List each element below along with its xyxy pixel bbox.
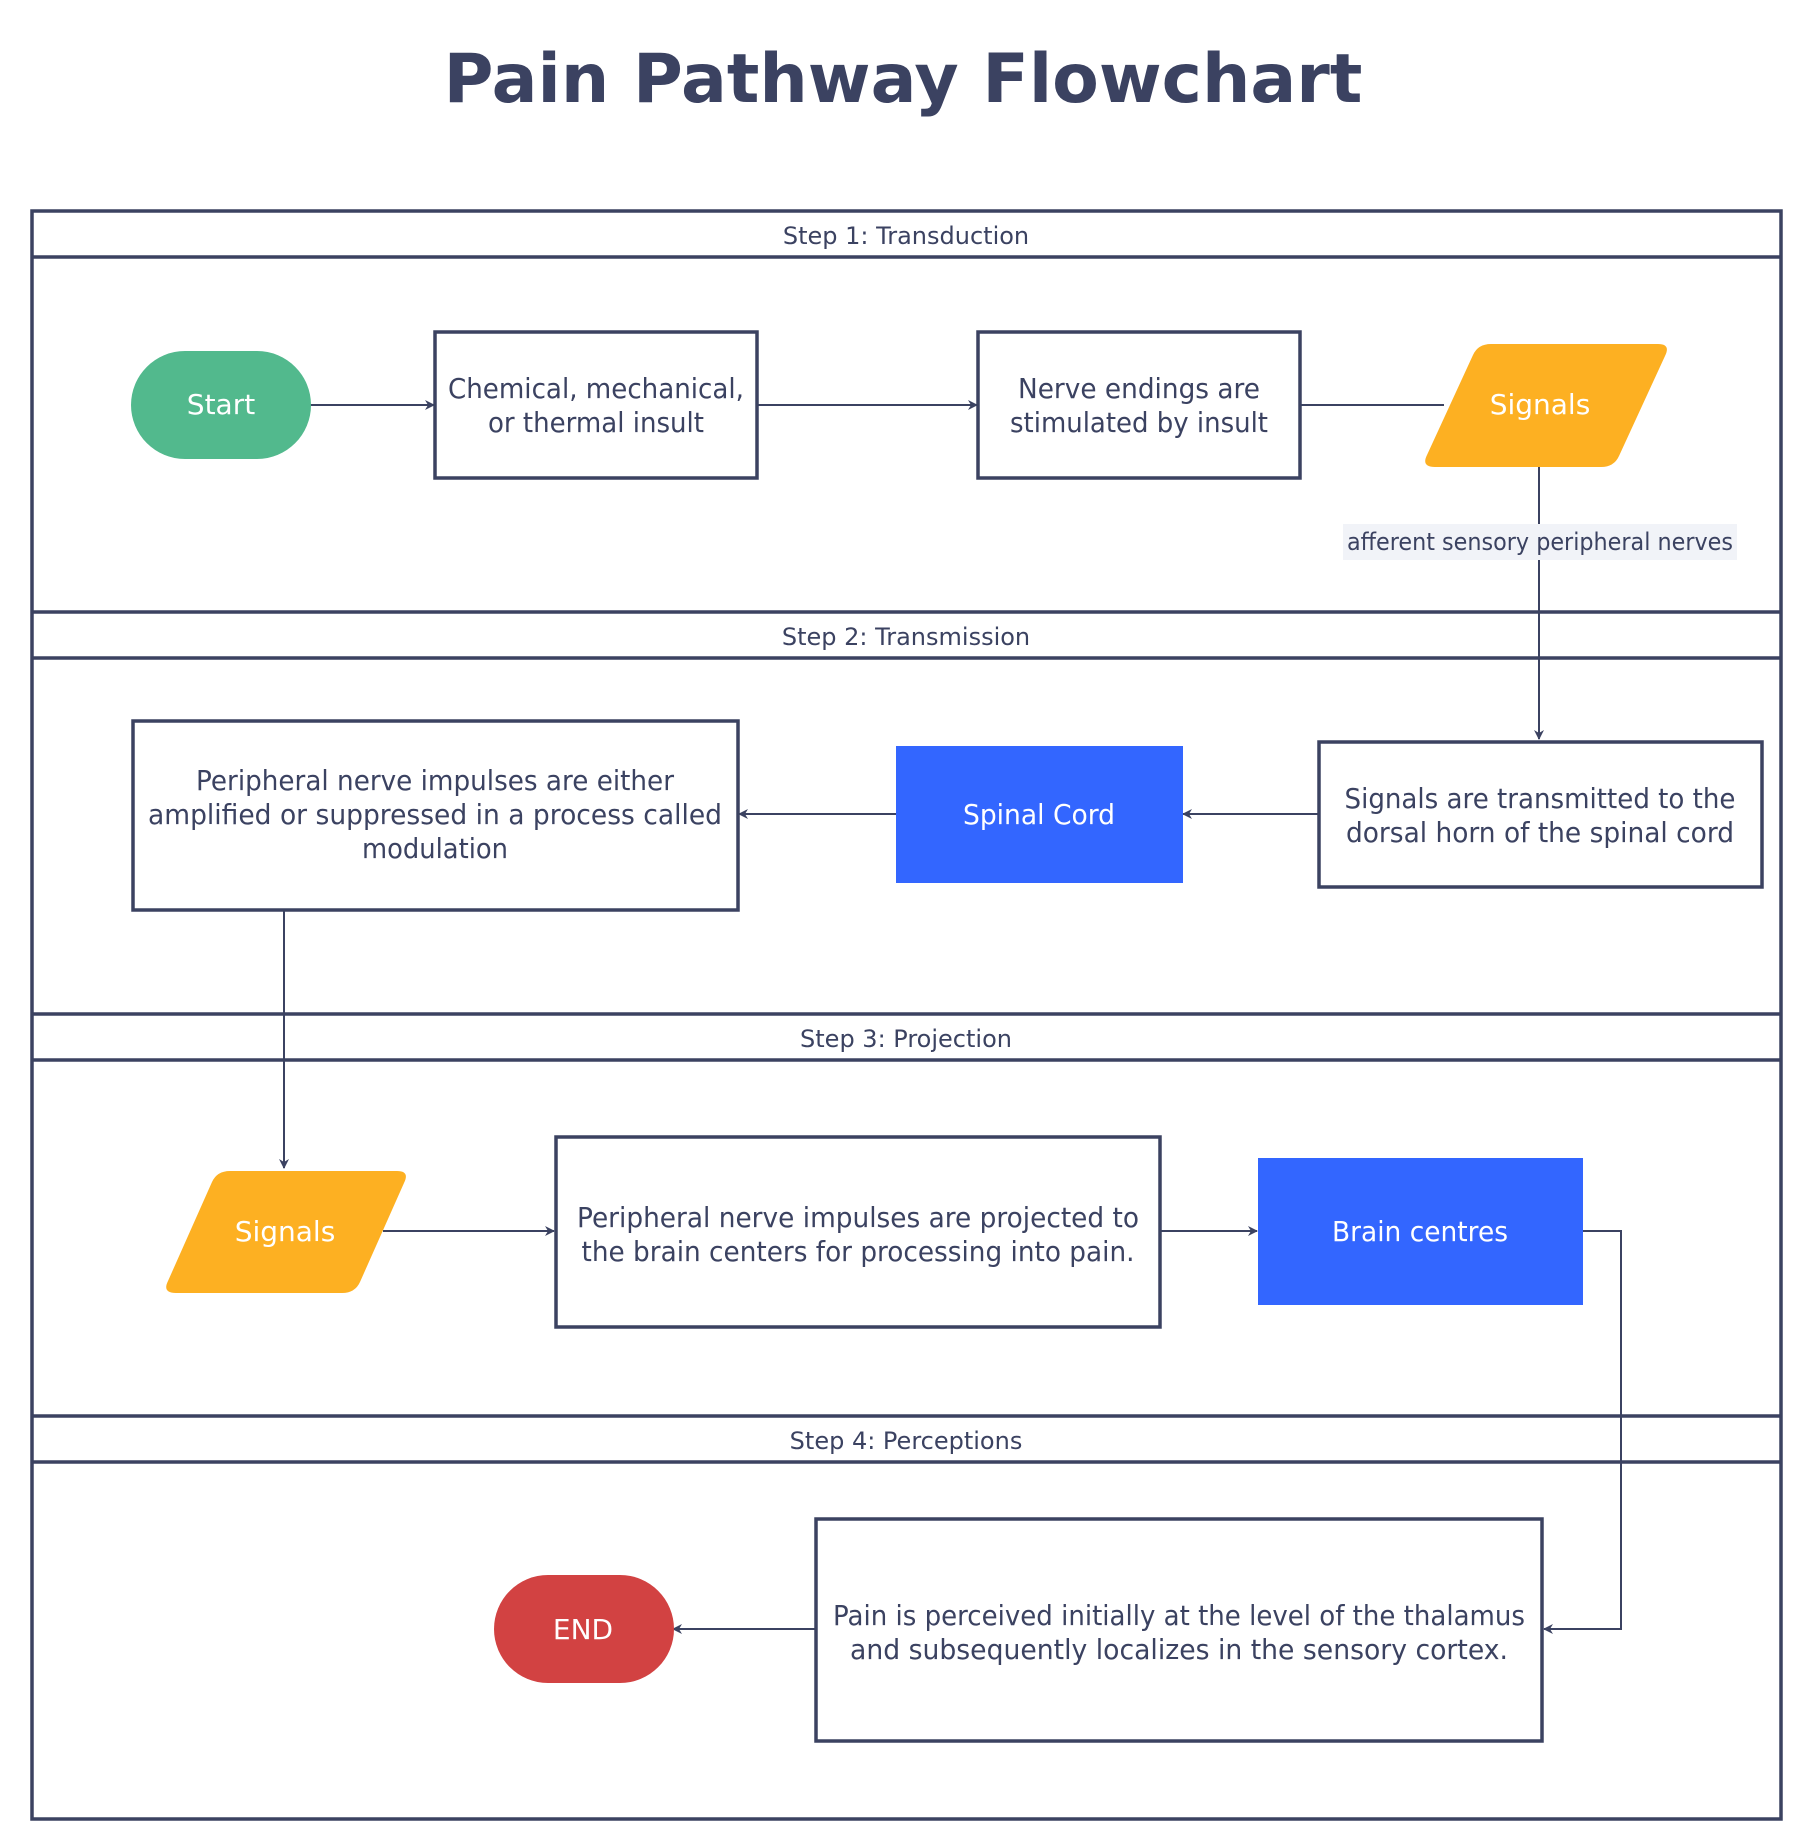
dorsal-horn-line-2: dorsal horn of the spinal cord — [1346, 816, 1734, 849]
signals-label-1: Signals — [1489, 388, 1591, 421]
lane-2-label: Step 2: Transmission — [781, 623, 1031, 651]
insult-line-1: Chemical, mechanical, — [448, 372, 744, 405]
dorsal-horn-line-1: Signals are transmitted to the — [1344, 782, 1736, 815]
perception-line-1: Pain is perceived initially at the level of the thalamus — [833, 1599, 1525, 1632]
nerve-endings-line-2: stimulated by insult — [1010, 406, 1269, 439]
insult-line-2: or thermal insult — [488, 406, 705, 439]
nerve-endings-line-1: Nerve endings are — [1018, 372, 1260, 405]
page-title: Pain Pathway Flowchart — [443, 40, 1363, 119]
signals-label-2: Signals — [234, 1215, 336, 1248]
perception-line-2: and subsequently localizes in the sensory cortex. — [850, 1633, 1508, 1666]
modulation-line-3: modulation — [362, 832, 508, 865]
projection-line-2: the brain centers for processing into pain. — [581, 1235, 1135, 1268]
spinal-cord-label: Spinal Cord — [963, 798, 1115, 831]
insult-box — [435, 332, 757, 478]
lane-1-label: Step 1: Transduction — [782, 222, 1030, 250]
lane-4-label: Step 4: Perceptions — [789, 1427, 1023, 1455]
afferent-edge-label: afferent sensory peripheral nerves — [1347, 528, 1733, 556]
projection-line-1: Peripheral nerve impulses are projected to — [577, 1201, 1139, 1234]
lane-3-label: Step 3: Projection — [800, 1025, 1012, 1053]
nerve-endings-box — [978, 332, 1300, 478]
modulation-line-1: Peripheral nerve impulses are either — [196, 764, 675, 797]
start-label: Start — [186, 388, 256, 421]
modulation-line-2: amplified or suppressed in a process called — [148, 798, 722, 831]
brain-centres-label: Brain centres — [1332, 1215, 1508, 1248]
end-label: END — [552, 1613, 614, 1646]
